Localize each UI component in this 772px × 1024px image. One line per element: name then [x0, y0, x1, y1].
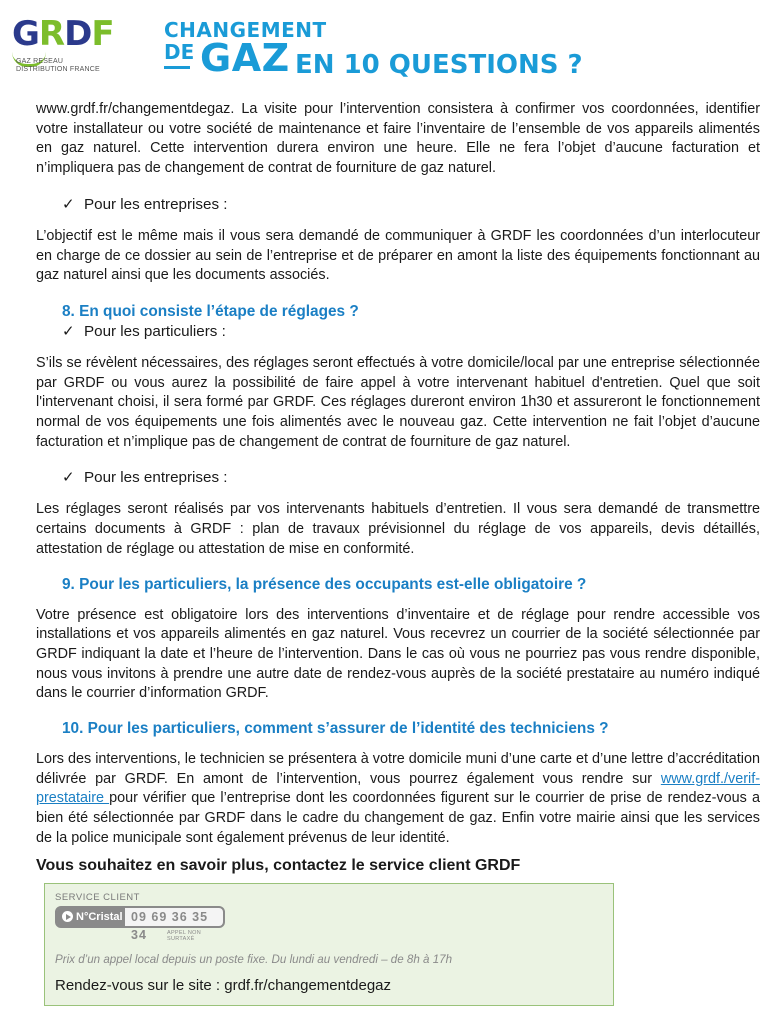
- particuliers-paragraph-8: S’ils se révèlent nécessaires, des réglages seront effectués à votre domicile/local par une entreprise sélectionnée par GRDF ou vous aurez la possibilité de faire appel à votre intervenant habituel d'entretien. Quel que soit l'intervenant choisi, il sera formé par GRDF. Ces réglages dureront environ 1h30 et assureront le fonctionnement normal de vos équipements une fois alimentés avec le nouveau gaz. Cette intervention ne fait l’objet d’aucune facturation et n’implique pas de changement de contrat de fourniture de gaz naturel.: [36, 354, 760, 450]
- service-hours-note: Prix d’un appel local depuis un poste fixe. Du lundi au vendredi – de 8h à 17h: [55, 953, 453, 966]
- contact-title: Vous souhaitez en savoir plus, contactez le service client GRDF: [36, 857, 521, 874]
- verif-prestataire-link[interactable]: www.grdf./verif-prestataire: [36, 770, 760, 807]
- title-underline: [164, 66, 190, 69]
- subheading-text: Pour les entreprises :: [84, 469, 228, 487]
- check-icon: ✓: [62, 322, 75, 340]
- entreprises-paragraph-8: Les réglages seront réalisés par vos intervenants habituels d’entretien. Il vous sera demandé de transmettre certains documents à GRDF : plan de travaux prévisionnel du réglage de vos appareils, devis détaillés, attestation de réglage ou attestation de mise en conformité.: [36, 501, 760, 557]
- intro-paragraph: www.grdf.fr/changementdegaz. La visite pour l’intervention consistera à confirmer vos coordonnées, identifier votre installateur ou votre société de maintenance et faire l’inventaire de l’ensemble de vos appareils alimentés en gaz naturel. Cette intervention durera environ une heure. Elle ne fera l’objet d’aucune facturation et n’impliquera pas de changement de contrat de fourniture de gaz naturel.: [36, 101, 760, 177]
- entreprises-paragraph-1: L’objectif est le même mais il vous sera demandé de communiquer à GRDF les coordonnées d’un interlocuteur en charge de ce dossier au sein de l’entreprise et de préparer en amont la liste des équipements fonctionnant au gaz naturel ainsi que les documents associés.: [36, 227, 760, 284]
- service-client-badge: [55, 892, 227, 942]
- subheading-text: Pour les entreprises :: [84, 195, 228, 213]
- paragraph-10: [36, 750, 760, 849]
- grdf-logo: [12, 14, 122, 84]
- title-de: DE: [164, 40, 195, 64]
- service-client-box: [44, 883, 614, 1006]
- title-changement: CHANGEMENT: [164, 18, 327, 42]
- arrow-right-icon: [62, 911, 73, 922]
- phone-subtext: APPEL NON SURTAXÉ: [167, 930, 201, 942]
- question-8: 8. En quoi consiste l’étape de réglages ?: [62, 302, 359, 320]
- cristal-label: N°Cristal: [76, 911, 123, 923]
- logo-subtitle-line2: DISTRIBUTION FRANCE: [16, 66, 100, 73]
- logo-wordmark: GRDF: [12, 14, 114, 54]
- question-9: 9. Pour les particuliers, la présence des occupants est-elle obligatoire ?: [62, 575, 587, 593]
- subheading-entreprises-1: [62, 195, 760, 215]
- check-icon: ✓: [62, 469, 75, 487]
- page-header: [0, 0, 772, 95]
- service-client-label: SERVICE CLIENT: [55, 892, 140, 903]
- subheading-text: Pour les particuliers :: [84, 322, 226, 340]
- subheading-particuliers-8: [62, 322, 760, 342]
- website-line: Rendez-vous sur le site : grdf.fr/changementdegaz: [55, 977, 392, 994]
- logo-subtitle: [16, 58, 100, 74]
- phone-number: 09 69 36 35 34: [131, 910, 209, 942]
- paragraph-9: Votre présence est obligatoire lors des interventions d’inventaire et de réglage pour rendre accessible vos installations et vos appareils alimentés en gaz naturel. Vous recevrez un courrier de la société sélectionnée par GRDF indiquant la date et l’heure de l’intervention. Dans le cas où vous ne pourriez pas vous rendre disponible, nous vous invitons à prendre une autre date de rendez-vous auprès de la société prestataire au numéro indiqué dans le courrier d’information GRDF.: [36, 606, 760, 702]
- subheading-entreprises-8: [62, 468, 760, 488]
- paragraph-10-start: Lors des interventions, le technicien se présentera à votre domicile muni d’une carte et d’une lettre d’accréditation délivrée par GRDF. En amont de l’intervention, vous pourrez également vous rendre sur: [36, 751, 760, 787]
- cristal-tag: [57, 908, 125, 926]
- question-10: 10. Pour les particuliers, comment s’assurer de l’identité des techniciens ?: [62, 720, 609, 738]
- main-content: [36, 100, 760, 849]
- check-icon: ✓: [62, 195, 75, 213]
- paragraph-10-end: pour vérifier que l’entreprise dont les coordonnées figurent sur le courrier de prise de rendez-vous a bien été sélectionnée par GRDF dans le cadre du changement de gaz. Enfin votre mairie ainsi que les services de la police municipale sont également prévenus de leur identité.: [36, 790, 760, 846]
- logo-subtitle-line1: GAZ RESEAU: [16, 58, 64, 65]
- title-questions: EN 10 QUESTIONS ?: [295, 50, 583, 80]
- title-gaz: GAZ: [200, 36, 290, 80]
